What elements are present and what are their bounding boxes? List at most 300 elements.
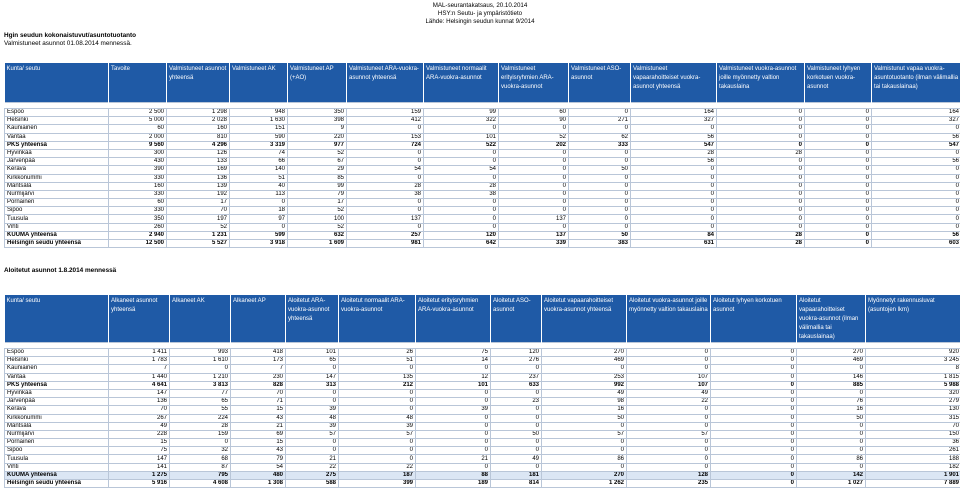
cell-value: 220 <box>288 133 347 141</box>
table-row <box>5 166 960 174</box>
cell-value: 0 <box>491 389 542 397</box>
cell-value: 224 <box>170 414 231 422</box>
cell-value: 0 <box>170 365 231 373</box>
cell-value: 8 <box>866 365 960 373</box>
cell-value: 187 <box>339 471 416 479</box>
cell-value: 101 <box>416 381 491 389</box>
cell-value: 40 <box>230 182 288 190</box>
cell-value: 86 <box>542 455 627 463</box>
cell-value: 810 <box>167 133 230 141</box>
cell-value: 147 <box>286 373 339 381</box>
cell-value: 147 <box>109 389 170 397</box>
column-header: Alkaneet AK <box>170 295 231 343</box>
cell-value: 0 <box>491 463 542 471</box>
cell-value: 181 <box>491 471 542 479</box>
row-label: Kerava <box>5 406 109 414</box>
total-row <box>5 240 960 248</box>
cell-value: 0 <box>499 182 569 190</box>
cell-value: 300 <box>109 149 167 157</box>
cell-value: 5 988 <box>866 381 960 389</box>
cell-value: 28 <box>631 149 717 157</box>
column-header: Valmistuneet normaalit ARA-vuokra-asunnot <box>424 63 499 103</box>
row-label: Vantaa <box>5 133 109 141</box>
table-row <box>5 455 960 463</box>
cell-value: 230 <box>231 373 286 381</box>
table-row <box>5 199 960 207</box>
cell-value: 0 <box>717 109 805 117</box>
cell-value: 54 <box>231 463 286 471</box>
cell-value: 137 <box>499 215 569 223</box>
cell-value: 599 <box>230 231 288 239</box>
cell-value: 140 <box>230 166 288 174</box>
cell-value: 948 <box>230 109 288 117</box>
table-row <box>5 398 960 406</box>
column-header: Tavoite <box>109 63 167 103</box>
cell-value: 270 <box>797 349 866 357</box>
cell-value: 76 <box>797 398 866 406</box>
row-label: PKS yhteensä <box>5 381 109 389</box>
row-label: Espoo <box>5 349 109 357</box>
cell-value: 0 <box>717 141 805 149</box>
cell-value: 0 <box>491 365 542 373</box>
column-header: Valmistuneet AP (+AO) <box>288 63 347 103</box>
cell-value: 469 <box>797 357 866 365</box>
cell-value: 12 500 <box>109 240 167 248</box>
cell-value: 0 <box>347 223 424 231</box>
cell-value: 182 <box>866 463 960 471</box>
cell-value: 0 <box>711 480 797 488</box>
cell-value: 28 <box>424 182 499 190</box>
page-title: Hgin seudun kokonaistuvut/asuntotuotanto <box>4 32 137 39</box>
table-row <box>5 422 960 430</box>
cell-value: 2 028 <box>167 117 230 125</box>
cell-value: 65 <box>286 357 339 365</box>
row-label: Helsinki <box>5 357 109 365</box>
cell-value: 159 <box>347 109 424 117</box>
cell-value: 603 <box>872 240 960 248</box>
cell-value: 0 <box>872 190 960 198</box>
cell-value: 79 <box>231 455 286 463</box>
title-block <box>4 32 136 48</box>
cell-value: 0 <box>631 182 717 190</box>
cell-value: 0 <box>711 414 797 422</box>
cell-value: 0 <box>797 422 866 430</box>
cell-value: 0 <box>872 182 960 190</box>
table-row <box>5 149 960 157</box>
cell-value: 0 <box>499 149 569 157</box>
cell-value: 0 <box>711 447 797 455</box>
row-label: KUUMA yhteensä <box>5 231 109 239</box>
cell-value: 0 <box>627 455 711 463</box>
row-label: Nurmijärvi <box>5 430 109 438</box>
cell-value: 0 <box>347 207 424 215</box>
cell-value: 60 <box>499 109 569 117</box>
cell-value: 0 <box>797 365 866 373</box>
cell-value: 16 <box>797 406 866 414</box>
total-row <box>5 141 960 149</box>
page-subtitle: Valmistuneet asunnot 01.08.2014 mennessä. <box>4 40 132 47</box>
cell-value: 1 815 <box>866 373 960 381</box>
completed-housing-table <box>4 63 960 248</box>
cell-value: 202 <box>499 141 569 149</box>
cell-value: 189 <box>416 480 491 488</box>
table-row <box>5 109 960 117</box>
column-header: Valmistuneet erityisryhmien ARA-vuokra-asunnot <box>499 63 569 103</box>
cell-value: 142 <box>797 471 866 479</box>
cell-value: 0 <box>499 223 569 231</box>
cell-value: 57 <box>286 430 339 438</box>
cell-value: 79 <box>288 190 347 198</box>
cell-value: 17 <box>167 199 230 207</box>
cell-value: 313 <box>286 381 339 389</box>
cell-value: 0 <box>872 207 960 215</box>
cell-value: 0 <box>542 422 627 430</box>
cell-value: 38 <box>424 190 499 198</box>
cell-value: 120 <box>424 231 499 239</box>
table-row <box>5 117 960 125</box>
cell-value: 330 <box>109 207 167 215</box>
cell-value: 133 <box>167 158 230 166</box>
cell-value: 0 <box>339 406 416 414</box>
row-label: Vihti <box>5 463 109 471</box>
cell-value: 977 <box>288 141 347 149</box>
cell-value: 0 <box>717 199 805 207</box>
cell-value: 85 <box>288 174 347 182</box>
row-label: Tuusula <box>5 215 109 223</box>
cell-value: 137 <box>347 215 424 223</box>
cell-value: 0 <box>416 439 491 447</box>
total-row <box>5 480 960 488</box>
cell-value: 0 <box>286 447 339 455</box>
cell-value: 0 <box>347 149 424 157</box>
cell-value: 52 <box>288 149 347 157</box>
total-row <box>5 471 960 479</box>
cell-value: 39 <box>286 406 339 414</box>
cell-value: 0 <box>717 207 805 215</box>
cell-value: 15 <box>231 439 286 447</box>
cell-value: 69 <box>231 430 286 438</box>
cell-value: 0 <box>805 158 872 166</box>
cell-value: 0 <box>872 215 960 223</box>
cell-value: 0 <box>711 455 797 463</box>
cell-value: 0 <box>872 166 960 174</box>
cell-value: 0 <box>717 158 805 166</box>
cell-value: 0 <box>416 422 491 430</box>
cell-value: 135 <box>339 373 416 381</box>
cell-value: 28 <box>717 240 805 248</box>
cell-value: 192 <box>167 190 230 198</box>
cell-value: 77 <box>170 389 231 397</box>
cell-value: 0 <box>717 182 805 190</box>
table-row <box>5 439 960 447</box>
cell-value: 1 210 <box>170 373 231 381</box>
cell-value: 1 027 <box>797 480 866 488</box>
cell-value: 49 <box>491 455 542 463</box>
cell-value: 522 <box>424 141 499 149</box>
cell-value: 0 <box>170 439 231 447</box>
table-row <box>5 182 960 190</box>
column-header: Aloitetut ARA-vuokra-asunnot yhteensä <box>286 295 339 343</box>
cell-value: 28 <box>347 182 424 190</box>
cell-value: 16 <box>542 406 627 414</box>
cell-value: 0 <box>805 166 872 174</box>
cell-value: 1 610 <box>170 357 231 365</box>
row-label: Kauniainen <box>5 125 109 133</box>
cell-value: 1 440 <box>109 373 170 381</box>
cell-value: 38 <box>347 190 424 198</box>
row-label: Sipoo <box>5 447 109 455</box>
cell-value: 0 <box>797 463 866 471</box>
cell-value: 68 <box>170 455 231 463</box>
cell-value: 56 <box>631 158 717 166</box>
cell-value: 9 <box>288 125 347 133</box>
cell-value: 0 <box>711 389 797 397</box>
cell-value: 0 <box>499 158 569 166</box>
cell-value: 0 <box>805 174 872 182</box>
row-label: Kerava <box>5 166 109 174</box>
cell-value: 107 <box>627 381 711 389</box>
cell-value: 0 <box>805 133 872 141</box>
cell-value: 0 <box>542 463 627 471</box>
cell-value: 0 <box>805 182 872 190</box>
cell-value: 0 <box>711 430 797 438</box>
cell-value: 60 <box>109 199 167 207</box>
cell-value: 173 <box>231 357 286 365</box>
cell-value: 0 <box>424 199 499 207</box>
cell-value: 992 <box>542 381 627 389</box>
started-table-title: Aloitetut asunnot 1.8.2014 mennessä <box>4 267 117 274</box>
cell-value: 279 <box>866 398 960 406</box>
cell-value: 0 <box>872 223 960 231</box>
cell-value: 0 <box>797 430 866 438</box>
cell-value: 0 <box>569 109 631 117</box>
cell-value: 0 <box>416 398 491 406</box>
cell-value: 480 <box>231 471 286 479</box>
cell-value: 52 <box>288 207 347 215</box>
cell-value: 0 <box>569 158 631 166</box>
cell-value: 67 <box>288 158 347 166</box>
cell-value: 50 <box>491 430 542 438</box>
cell-value: 0 <box>569 207 631 215</box>
cell-value: 188 <box>866 455 960 463</box>
report-header <box>0 2 960 26</box>
column-header: Valmistuneet asunnot yhteensä <box>167 63 230 103</box>
cell-value: 75 <box>109 447 170 455</box>
cell-value: 0 <box>872 174 960 182</box>
cell-value: 0 <box>339 455 416 463</box>
cell-value: 0 <box>805 199 872 207</box>
cell-value: 28 <box>170 422 231 430</box>
cell-value: 270 <box>542 471 627 479</box>
cell-value: 333 <box>569 141 631 149</box>
cell-value: 2 940 <box>109 231 167 239</box>
cell-value: 0 <box>805 215 872 223</box>
cell-value: 151 <box>230 125 288 133</box>
cell-value: 0 <box>347 199 424 207</box>
row-label: Mäntsälä <box>5 182 109 190</box>
row-label: Vihti <box>5 223 109 231</box>
row-label: Sipoo <box>5 207 109 215</box>
column-header: Alkaneet AP <box>231 295 286 343</box>
cell-value: 52 <box>499 133 569 141</box>
row-label: Kirkkonummi <box>5 174 109 182</box>
cell-value: 0 <box>805 109 872 117</box>
cell-value: 0 <box>424 215 499 223</box>
cell-value: 97 <box>230 215 288 223</box>
cell-value: 0 <box>631 166 717 174</box>
cell-value: 49 <box>627 389 711 397</box>
cell-value: 1 630 <box>230 117 288 125</box>
cell-value: 153 <box>347 133 424 141</box>
cell-value: 23 <box>491 398 542 406</box>
cell-value: 52 <box>288 223 347 231</box>
cell-value: 0 <box>805 190 872 198</box>
cell-value: 0 <box>491 439 542 447</box>
cell-value: 0 <box>711 422 797 430</box>
cell-value: 0 <box>339 447 416 455</box>
cell-value: 88 <box>416 471 491 479</box>
row-label: Hyvinkää <box>5 389 109 397</box>
cell-value: 0 <box>569 215 631 223</box>
cell-value: 0 <box>542 447 627 455</box>
cell-value: 160 <box>109 182 167 190</box>
cell-value: 141 <box>109 463 170 471</box>
row-label: Nurmijärvi <box>5 190 109 198</box>
cell-value: 0 <box>416 389 491 397</box>
column-header: Aloitetut normaalit ARA-vuokra-asunnot <box>339 295 416 343</box>
row-label: Kirkkonummi <box>5 414 109 422</box>
cell-value: 150 <box>866 430 960 438</box>
column-header: Aloitetut vapaarahoitteiset vuokra-asunnot yhteensä <box>542 295 627 343</box>
column-header: Aloitetut ASO-asunnot <box>491 295 542 343</box>
cell-value: 197 <box>167 215 230 223</box>
cell-value: 120 <box>491 349 542 357</box>
cell-value: 0 <box>631 125 717 133</box>
cell-value: 164 <box>631 109 717 117</box>
table-row <box>5 406 960 414</box>
cell-value: 0 <box>499 190 569 198</box>
cell-value: 0 <box>631 190 717 198</box>
started-housing-table <box>4 295 960 488</box>
cell-value: 276 <box>491 357 542 365</box>
cell-value: 412 <box>347 117 424 125</box>
cell-value: 160 <box>167 125 230 133</box>
cell-value: 320 <box>866 389 960 397</box>
cell-value: 3 245 <box>866 357 960 365</box>
cell-value: 885 <box>797 381 866 389</box>
cell-value: 0 <box>416 430 491 438</box>
cell-value: 0 <box>711 406 797 414</box>
cell-value: 4 296 <box>167 141 230 149</box>
cell-value: 54 <box>424 166 499 174</box>
row-label: Kauniainen <box>5 365 109 373</box>
cell-value: 5 916 <box>109 480 170 488</box>
column-header: Valmistuneet ARA-vuokra-asunnot yhteensä <box>347 63 424 103</box>
cell-value: 0 <box>805 207 872 215</box>
table-row <box>5 430 960 438</box>
cell-value: 0 <box>717 174 805 182</box>
cell-value: 383 <box>569 240 631 248</box>
cell-value: 270 <box>542 349 627 357</box>
cell-value: 399 <box>339 480 416 488</box>
cell-value: 590 <box>230 133 288 141</box>
column-header: Valmistuneet AK <box>230 63 288 103</box>
cell-value: 0 <box>805 141 872 149</box>
cell-value: 5 527 <box>167 240 230 248</box>
cell-value: 22 <box>339 463 416 471</box>
cell-value: 50 <box>569 231 631 239</box>
cell-value: 275 <box>286 471 339 479</box>
cell-value: 29 <box>288 166 347 174</box>
cell-value: 107 <box>627 373 711 381</box>
cell-value: 49 <box>109 422 170 430</box>
cell-value: 390 <box>109 166 167 174</box>
cell-value: 70 <box>167 207 230 215</box>
cell-value: 1 901 <box>866 471 960 479</box>
cell-value: 54 <box>347 166 424 174</box>
cell-value: 15 <box>231 406 286 414</box>
cell-value: 350 <box>288 109 347 117</box>
cell-value: 99 <box>288 182 347 190</box>
cell-value: 339 <box>499 240 569 248</box>
cell-value: 55 <box>170 406 231 414</box>
cell-value: 0 <box>339 389 416 397</box>
completed-header-row <box>5 63 960 103</box>
table-row <box>5 463 960 471</box>
cell-value: 350 <box>109 215 167 223</box>
cell-value: 0 <box>711 373 797 381</box>
cell-value: 1 411 <box>109 349 170 357</box>
cell-value: 9 560 <box>109 141 167 149</box>
cell-value: 418 <box>231 349 286 357</box>
cell-value: 315 <box>866 414 960 422</box>
table-row <box>5 133 960 141</box>
row-label: Helsingin seudu yhteensä <box>5 480 109 488</box>
cell-value: 66 <box>230 158 288 166</box>
row-label: Helsingin seudu yhteensä <box>5 240 109 248</box>
cell-value: 0 <box>424 174 499 182</box>
cell-value: 993 <box>170 349 231 357</box>
cell-value: 322 <box>424 117 499 125</box>
cell-value: 0 <box>805 117 872 125</box>
cell-value: 0 <box>569 182 631 190</box>
cell-value: 4 641 <box>109 381 170 389</box>
cell-value: 71 <box>231 398 286 406</box>
cell-value: 99 <box>424 109 499 117</box>
cell-value: 0 <box>797 447 866 455</box>
cell-value: 0 <box>711 349 797 357</box>
cell-value: 86 <box>797 455 866 463</box>
cell-value: 28 <box>717 231 805 239</box>
table-row <box>5 447 960 455</box>
row-label: Hyvinkää <box>5 149 109 157</box>
cell-value: 0 <box>424 125 499 133</box>
cell-value: 0 <box>717 117 805 125</box>
cell-value: 39 <box>286 422 339 430</box>
cell-value: 0 <box>347 174 424 182</box>
cell-value: 0 <box>286 398 339 406</box>
cell-value: 0 <box>499 207 569 215</box>
table-row <box>5 349 960 357</box>
cell-value: 0 <box>627 447 711 455</box>
cell-value: 588 <box>286 480 339 488</box>
cell-value: 0 <box>416 447 491 455</box>
cell-value: 0 <box>711 365 797 373</box>
column-header: Kunta/ seutu <box>5 63 109 103</box>
table-row <box>5 365 960 373</box>
table-row <box>5 357 960 365</box>
cell-value: 631 <box>631 240 717 248</box>
